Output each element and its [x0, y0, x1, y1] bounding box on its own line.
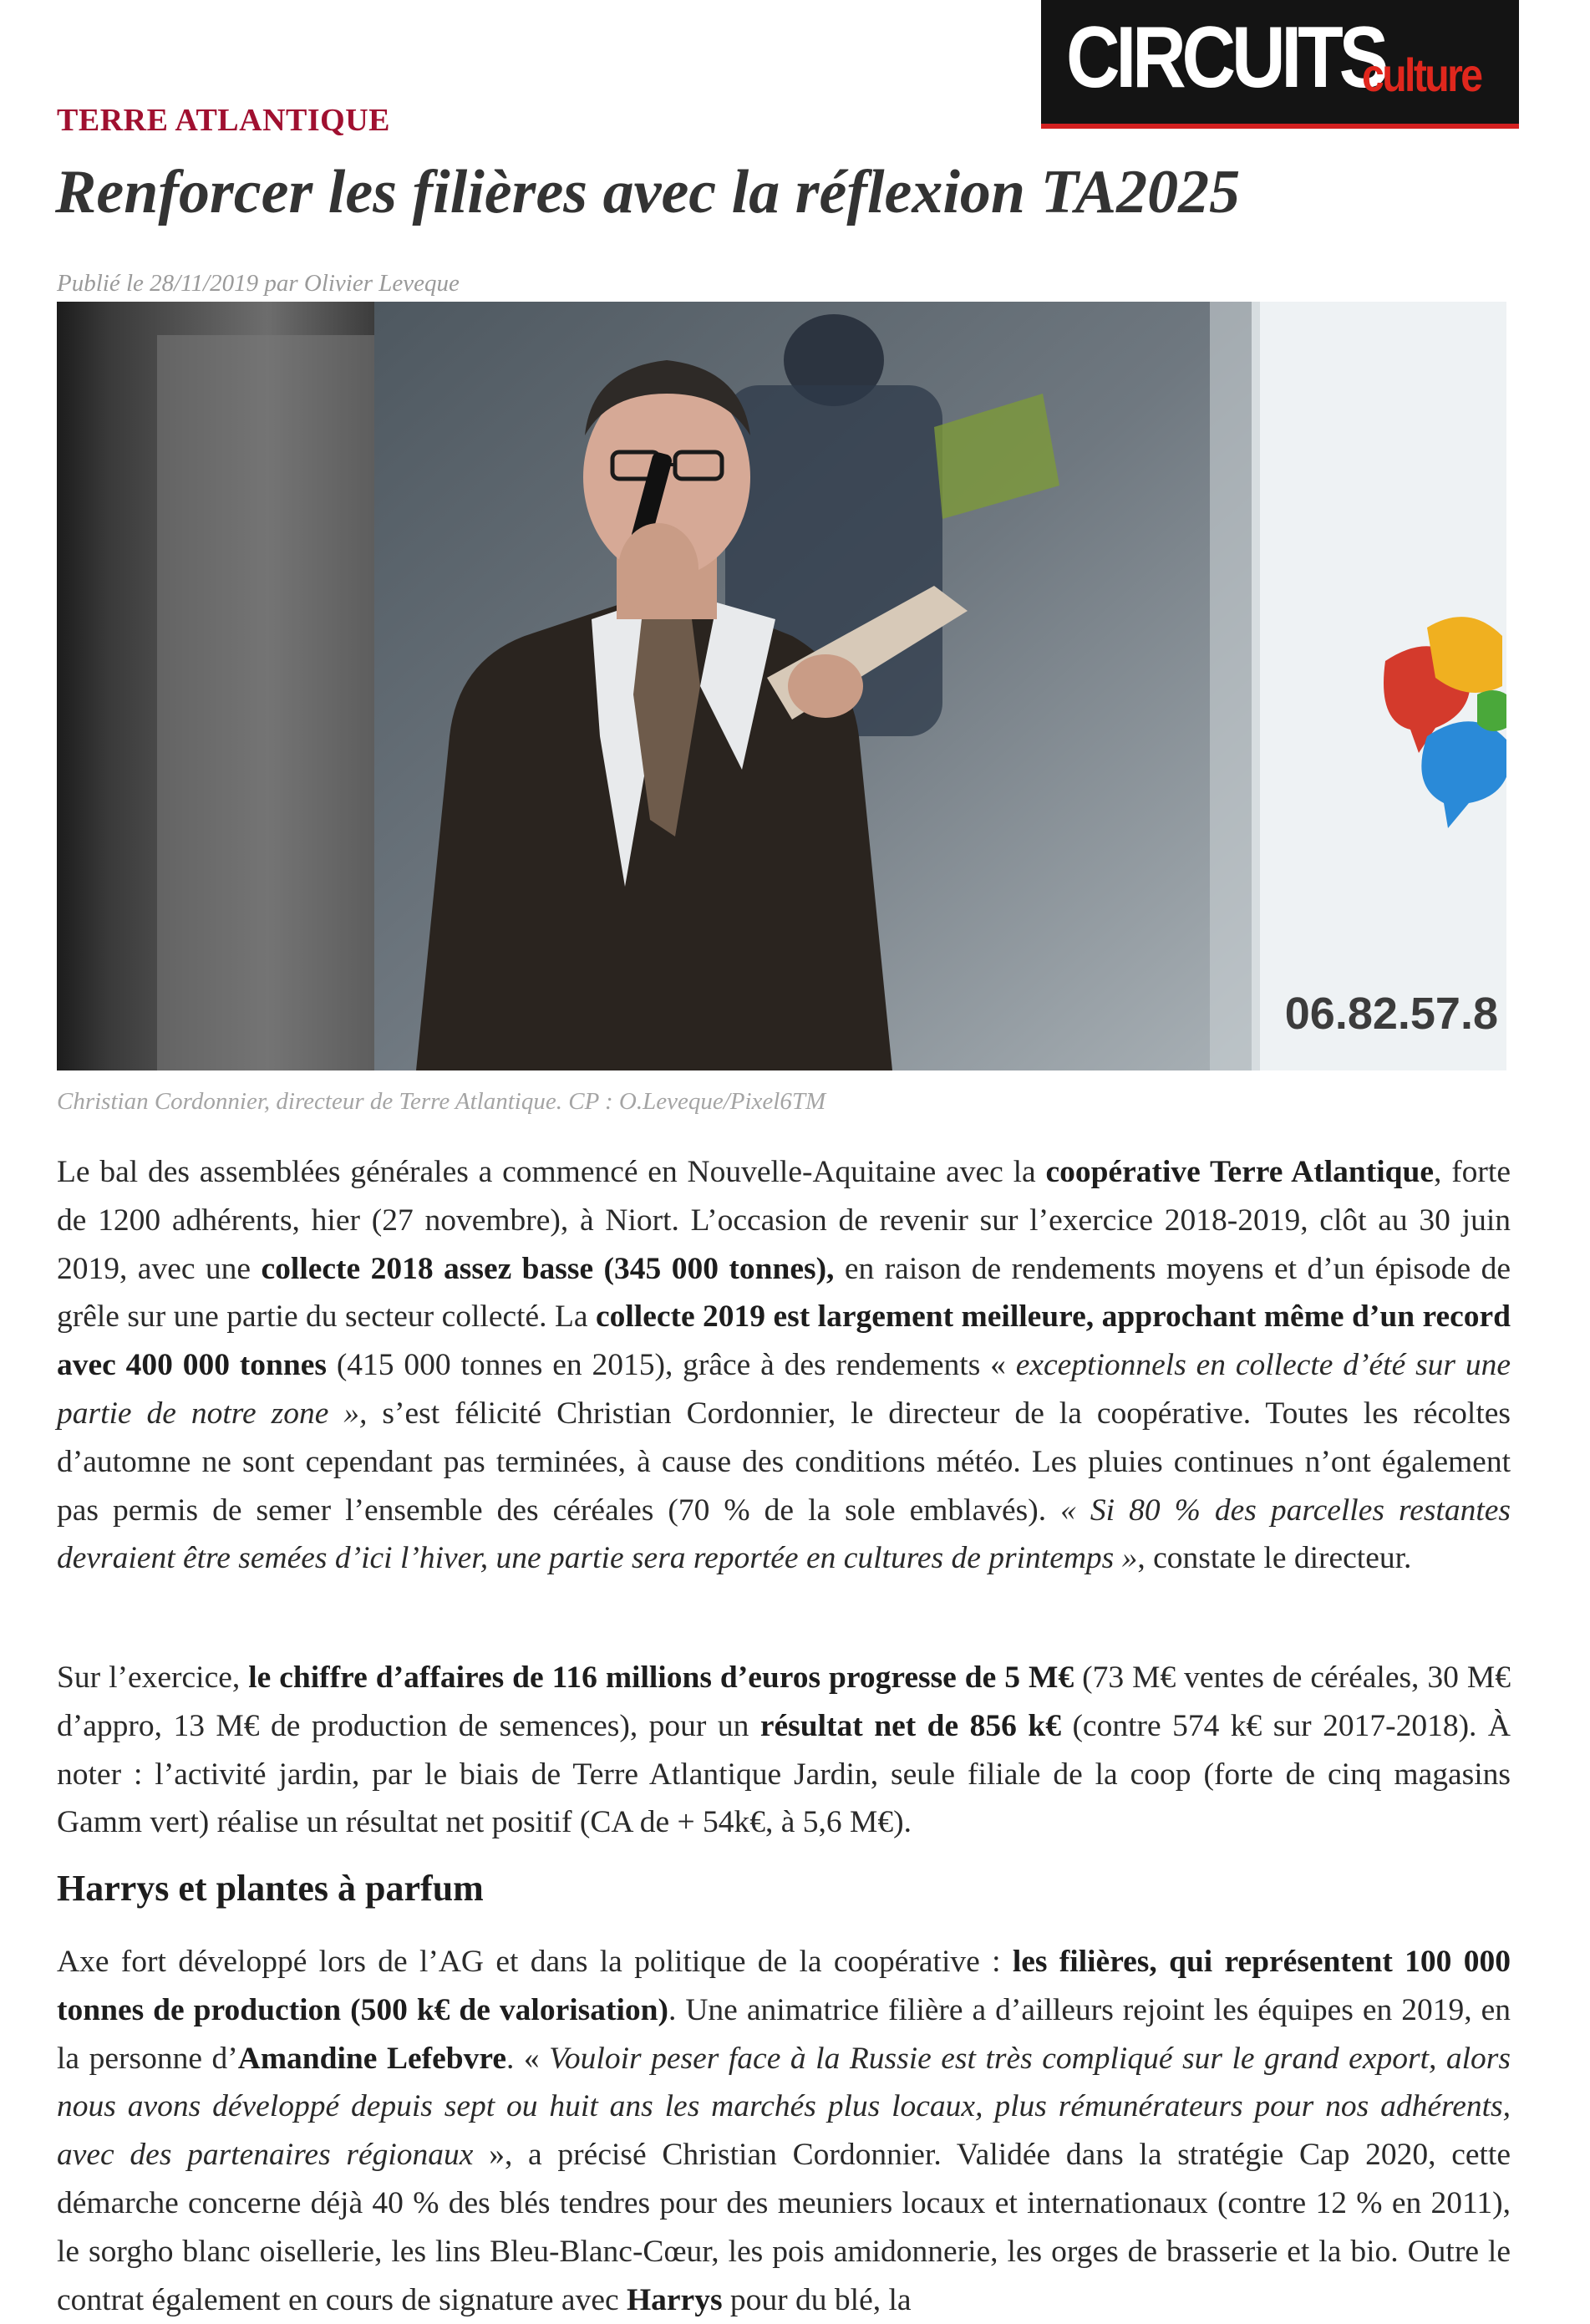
screen-phone-number: 06.82.57.8	[1284, 989, 1498, 1039]
article-photo	[57, 302, 1506, 1070]
p3-text-4: », a précisé Christian Cordonnier. Validée dans la stratégie Cap 2020, cette démarche concerne déjà 40 % des blés tendres pour des meuniers locaux et internationaux (contre 12 % en 2011), le sorgho blanc oisellerie, les lins Bleu-Blanc-Cœur, les pois amidonnerie, les orges de brasserie et la bio. Outre le contrat également en cours de signature avec	[57, 2138, 1511, 2317]
p2-bold-1: le chiffre d’affaires de 116 millions d’euros progresse de 5 M€	[248, 1660, 1074, 1695]
logo-subword: culture	[1362, 48, 1481, 101]
article-title: Renforcer les filières avec la réflexion TA2025	[55, 158, 1241, 226]
p1-text-1: Le bal des assemblées générales a commencé en Nouvelle-Aquitaine avec la	[57, 1155, 1046, 1189]
p1-quote-2: « Si 80 % des parcelles restantes devraient être semées d’ici l’hiver, une partie sera reportée en cultures de printemps »	[57, 1493, 1511, 1576]
p1-bold-3: collecte 2019 est largement meilleure, approchant même d’un record avec 400 000 tonnes	[57, 1299, 1511, 1383]
p3-quote-1: Vouloir peser face à la Russie est très compliqué sur le grand export, alors nous avons développé depuis sept ou huit ans les marchés plus locaux, plus rémunérateurs pour nos adhérents, avec des partenaires régionaux	[57, 2041, 1511, 2173]
p3-text-2: . Une animatrice filière a d’ailleurs rejoint les équipes en 2019, en la personne d’	[57, 1992, 1511, 2076]
p3-text-1: Axe fort développé lors de l’AG et dans la politique de la coopérative :	[57, 1945, 1013, 1979]
p3-bold-3: Harrys	[626, 2282, 723, 2317]
p1-quote-1: exceptionnels en collecte d’été sur une partie de notre zone »,	[57, 1348, 1511, 1431]
p1-text-3: en raison de rendements moyens et d’un épisode de grêle sur une partie du secteur collecté. La	[57, 1251, 1511, 1335]
article-paragraph-1	[57, 1148, 1511, 1583]
article-paragraph-3	[57, 1938, 1511, 2324]
p1-bold-1: coopérative Terre Atlantique	[1045, 1155, 1435, 1189]
photo-caption: Christian Cordonnier, directeur de Terre Atlantique. CP : O.Leveque/Pixel6TM	[57, 1088, 826, 1115]
p1-text-2: , forte de 1200 adhérents, hier (27 novembre), à Niort. L’occasion de revenir sur l’exercice 2018-2019, clôt au 30 juin 2019, avec une	[57, 1155, 1511, 1286]
photo-illustration	[57, 302, 1506, 1070]
p2-text-2: (73 M€ ventes de céréales, 30 M€ d’appro, 13 M€ de production de semences), pour un	[57, 1660, 1511, 1743]
p2-bold-2: résultat net de 856 k€	[759, 1708, 1061, 1743]
circuits-culture-logo	[1041, 0, 1519, 129]
article-paragraph-2	[57, 1654, 1511, 1847]
p3-bold-1: les filières, qui représentent 100 000 tonnes de production (500 k€ de valorisation)	[57, 1945, 1511, 2027]
section-subheading: Harrys et plantes à parfum	[57, 1868, 484, 1909]
p3-bold-2: Amandine Lefebvre	[237, 2041, 506, 2076]
p1-text-5: s’est félicité Christian Cordonnier, le directeur de la coopérative. Toutes les récoltes d’automne ne sont cependant pas terminées, à cause des conditions météo. Les pluies continues n’ont également pas permis de semer l’ensemble des céréales (70 % de la sole emblavés).	[57, 1396, 1511, 1528]
logo-wordmark: CIRCUITS	[1066, 9, 1385, 106]
p1-text-4: (415 000 tonnes en 2015), grâce à des rendements «	[326, 1348, 1016, 1383]
p2-text-1: Sur l’exercice,	[57, 1660, 249, 1695]
p1-text-6: , constate le directeur.	[1137, 1541, 1412, 1576]
p1-bold-2: collecte 2018 assez basse (345 000 tonnes),	[261, 1251, 835, 1286]
article-byline: Publié le 28/11/2019 par Olivier Leveque	[57, 270, 460, 297]
p3-text-3: . «	[505, 2041, 550, 2076]
p2-text-3: (contre 574 k€ sur 2017-2018). À noter : l’activité jardin, par le biais de Terre Atlantique Jardin, seule filiale de la coop (forte de cinq magasins Gamm vert) réalise un résultat net positif (CA de + 54k€, à 5,6 M€).	[57, 1708, 1511, 1840]
p3-text-5: pour du blé, la	[722, 2282, 912, 2317]
section-kicker: TERRE ATLANTIQUE	[57, 103, 391, 138]
